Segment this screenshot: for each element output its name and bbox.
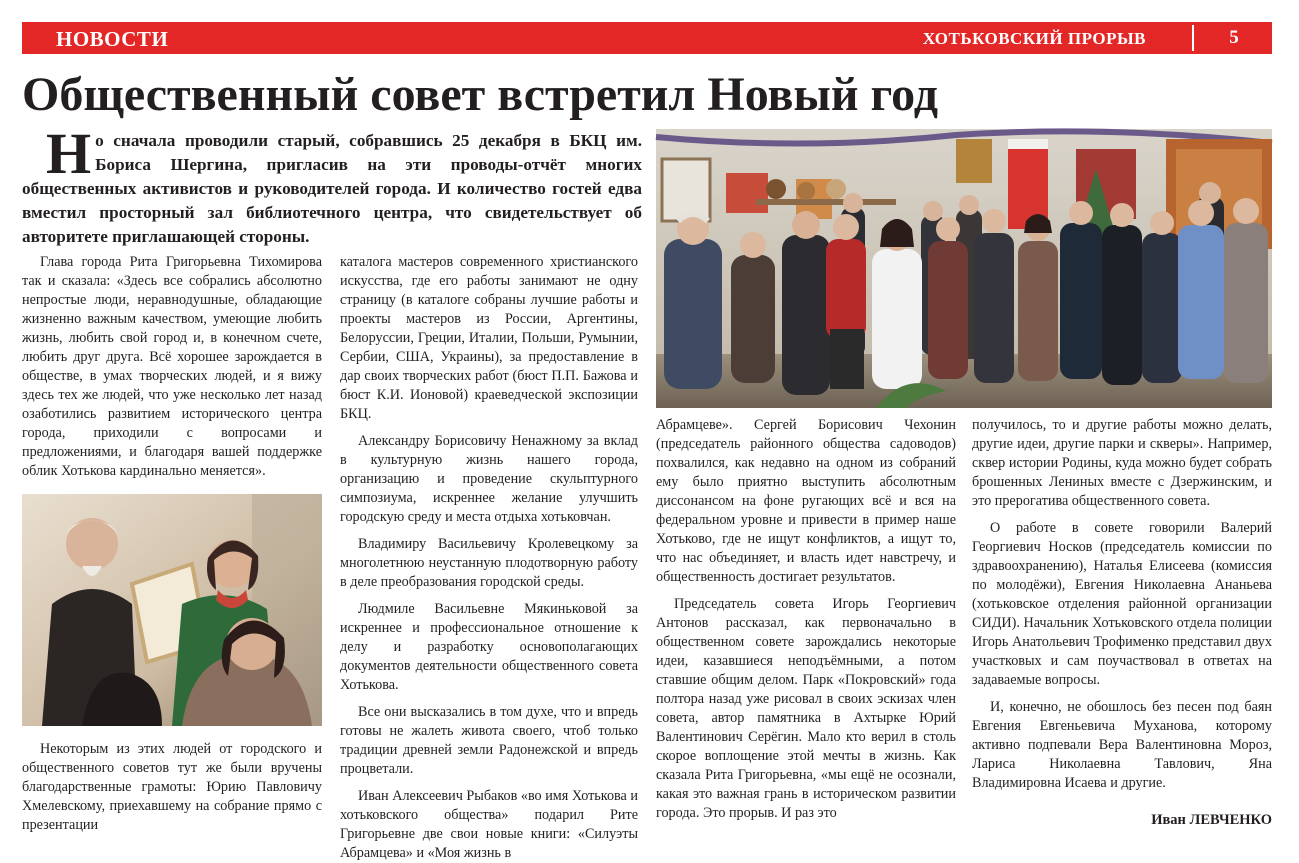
paragraph: Иван Алексеевич Рыбаков «во имя Хотькова и хотьковского общества» подарил Рите Григорьевне две свои новые книги: «Силуэты Абрамцева» и «Моя жизнь в — [340, 788, 638, 861]
article-lead — [22, 121, 642, 249]
award-ceremony-photo-image — [22, 494, 322, 726]
paragraph: Александру Борисовичу Ненажному за вклад в культурную жизнь нашего города, организацию и проведение скульптурного симпозиума, искреннее желание улучшить городскую среду и места отдыха хотьковчан. — [340, 433, 638, 525]
paragraph: Все они высказались в том духе, что и впредь готовы не жалеть живота своего, чтоб только традиции древней земли Радонежской и впредь процветали. — [340, 704, 638, 777]
paragraph: Владимиру Васильевичу Кролевецкому за многолетнюю неустанную плодотворную работу в деле преобразования городской среды. — [340, 536, 638, 590]
column-2 — [340, 253, 638, 861]
section-header-bar — [22, 22, 1272, 54]
page-number: 5 — [1229, 27, 1239, 48]
paragraph: Абрамцеве». Сергей Борисович Чехонин (председатель районного общества садоводов) похвалился, как недавно на одном из собраний ему было приятно выступить абсолютным диссонансом на фоне ругающих всё и вся на федеральном уровне и привести в пример наше Хотьково, где не ищут конфликтов, а ищут то, что нас объединяет, и власть идет навстречу, и общественность достигает результатов. — [656, 417, 956, 585]
column-1-bottom — [22, 740, 322, 838]
lead-dropcap: Н — [46, 121, 92, 186]
paragraph: Глава города Рита Григорьевна Тихомирова так и сказала: «Здесь все собрались абсолютно непростые люди, неравнодушные, обладающие жизненно важным качеством, умеющие любить жизнь, любить свой город и, в конечном счете, любить друг друга. Всё хорошее зарождается в обществе, в умах творческих людей, и я вижу здесь тех же людей, что уже несколько лет назад озаботились развитием исторического центра города, приходили с вопросами и предложениями, и благодаря вашей поддержке облик Хотькова кардинально меняется». — [22, 254, 322, 479]
section-name: НОВОСТИ — [56, 27, 169, 51]
paragraph: каталога мастеров современного христианского искусства, где его работы занимают не одну страницу (в каталоге собраны лучшие работы и проекты мастеров из России, Аргентины, Белоруссии, Греции, Италии, Польши, Румынии, Сербии, США, Украины), за предоставление в дар своих творческих работ (бюст П.П. Бажова и бюст К.И. Ионовой) краеведческой экспозиции БКЦ. — [340, 254, 638, 422]
group-photo-image — [656, 129, 1272, 408]
column-1-top — [22, 253, 322, 493]
article-headline: Общественный совет встретил Новый год — [22, 68, 939, 121]
paragraph: И, конечно, не обошлось без песен под баян Евгения Евгеньевича Муханова, которому активно подпевали Вера Валентиновна Мороз, Лариса Николаевна Тавлович, Яна Владимировна Исаева и другие. — [972, 699, 1272, 791]
paragraph: Председатель совета Игорь Георгиевич Антонов рассказал, как первоначально в общественном совете зарождались некоторые идеи, казавшиеся неподъёмными, а потом ставшие общим делом. Парк «Покровский» года полтора назад уже рисовал в своих эскизах член совета, автор памятника в Ахтырке Юрий Валентинович Серёгин. Мало кто верил в столь скорое воплощение этой мечты в жизнь. Как сказала Рита Григорьевна, «мы ещё не осознали, какая это важная грань в историческом развитии города. Это прорыв. И раз это — [656, 596, 956, 821]
paragraph: Некоторым из этих людей от городского и общественного советов тут же были вручены благодарственные грамоты: Юрию Павловичу Хмелевскому, приехавшему на собрание прямо с презентации — [22, 741, 322, 833]
header-divider — [1192, 25, 1194, 51]
column-3 — [656, 416, 956, 838]
lead-text: о сначала проводили старый, собравшись 25 декабря в БКЦ им. Бориса Шергина, пригласив на эти проводы-отчёт многих общественных активистов и руководителей города. И количество гостей едва вместил просторный зал библиотечного центра, что свидетельствует об авторитете приглашающей стороны. — [22, 131, 642, 246]
group-photo — [656, 129, 1272, 408]
column-4 — [972, 416, 1272, 806]
article-byline: Иван ЛЕВЧЕНКО — [1151, 812, 1272, 828]
paragraph: О работе в совете говорили Валерий Георгиевич Носков (председатель комиссии по здравоохранению), Наталья Елисеева (комиссия по молодёжи), Евгения Николаевна Ананьева (хотьковское отделения районной организации СИДИ). Начальник Хотьковского отдела полиции Игорь Анатольевич Трофименко представил двух участковых и сам поучаствовал в ответах на задаваемые вопросы. — [972, 520, 1272, 688]
paragraph: Людмиле Васильевне Мякиньковой за искреннее и профессиональное отношение к делу и разработку основополагающих документов деятельности общественного совета Хотькова. — [340, 601, 638, 693]
newspaper-name: ХОТЬКОВСКИЙ ПРОРЫВ — [922, 29, 1146, 48]
paragraph: получилось, то и другие работы можно делать, другие идеи, другие парки и скверы». Например, сквер истории Родины, куда можно будет собрать брошенных Лениных вместе с Дзержинским, и это прерогатива общественного совета. — [972, 417, 1272, 509]
award-ceremony-photo — [22, 494, 322, 726]
